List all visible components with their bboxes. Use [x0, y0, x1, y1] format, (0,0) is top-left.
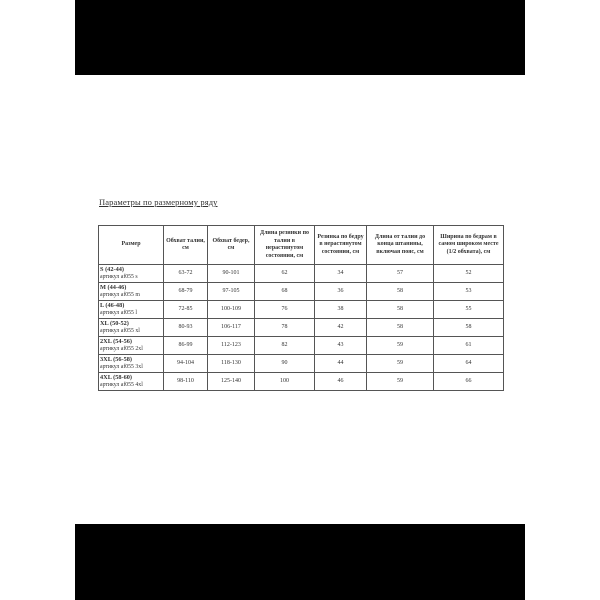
cell-waist-elastic: 76	[255, 301, 315, 319]
cell-hip-width: 61	[434, 337, 504, 355]
table-row	[99, 337, 504, 355]
cell-hip-elastic: 44	[315, 355, 367, 373]
bottom-letterbox-bar	[75, 524, 525, 600]
cell-hip-width: 66	[434, 373, 504, 391]
size-article: артикул af055 l	[100, 309, 138, 316]
size-article: артикул af055 m	[100, 291, 140, 298]
cell-hip-width: 64	[434, 355, 504, 373]
cell-hip-elastic: 36	[315, 283, 367, 301]
cell-length: 58	[367, 283, 434, 301]
size-name: 2XL (54-56)	[100, 337, 133, 345]
cell-hips: 97-105	[208, 283, 255, 301]
header-length: Длина от талии до конца штанины, включая пояс, см	[367, 226, 434, 265]
cell-waist-elastic: 62	[255, 265, 315, 283]
size-cell	[99, 337, 164, 355]
size-article: артикул af055 2xl	[100, 345, 143, 352]
cell-length: 59	[367, 355, 434, 373]
cell-hips: 112-123	[208, 337, 255, 355]
size-name: 4XL (58-60)	[100, 373, 133, 381]
cell-waist-elastic: 100	[255, 373, 315, 391]
cell-hips: 90-101	[208, 265, 255, 283]
table-row	[99, 355, 504, 373]
size-name: 3XL (56-58)	[100, 355, 133, 363]
table-row	[99, 319, 504, 337]
cell-hips: 118-130	[208, 355, 255, 373]
cell-hips: 100-109	[208, 301, 255, 319]
cell-waist-elastic: 82	[255, 337, 315, 355]
cell-waist: 80-93	[164, 319, 208, 337]
cell-hips: 106-117	[208, 319, 255, 337]
size-chart-table	[98, 225, 504, 391]
size-article: артикул af055 s	[100, 273, 138, 280]
cell-waist-elastic: 90	[255, 355, 315, 373]
size-cell	[99, 283, 164, 301]
size-cell	[99, 301, 164, 319]
size-cell	[99, 265, 164, 283]
cell-waist: 68-79	[164, 283, 208, 301]
cell-hip-width: 53	[434, 283, 504, 301]
cell-hip-width: 52	[434, 265, 504, 283]
cell-hip-width: 55	[434, 301, 504, 319]
top-letterbox-bar	[75, 0, 525, 75]
cell-waist: 98-110	[164, 373, 208, 391]
size-name: L (46-48)	[100, 301, 125, 309]
size-name: M (44-46)	[100, 283, 127, 291]
cell-hip-elastic: 43	[315, 337, 367, 355]
cell-hip-elastic: 34	[315, 265, 367, 283]
size-name: S (42-44)	[100, 265, 124, 273]
header-hips: Обхват бедер, см	[208, 226, 255, 265]
cell-hip-elastic: 38	[315, 301, 367, 319]
cell-hip-elastic: 46	[315, 373, 367, 391]
header-hip-width: Ширина по бедрам в самом широком месте (1/2 обхвата), см	[434, 226, 504, 265]
table-row	[99, 373, 504, 391]
cell-length: 58	[367, 301, 434, 319]
size-article: артикул af055 4xl	[100, 381, 143, 388]
size-cell	[99, 319, 164, 337]
size-cell	[99, 355, 164, 373]
table-row	[99, 265, 504, 283]
cell-hip-width: 58	[434, 319, 504, 337]
cell-waist: 72-85	[164, 301, 208, 319]
cell-length: 57	[367, 265, 434, 283]
cell-waist: 86-99	[164, 337, 208, 355]
size-name: XL (50-52)	[100, 319, 129, 327]
header-size: Размер	[99, 226, 164, 265]
size-article: артикул af055 xl	[100, 327, 140, 334]
cell-hip-elastic: 42	[315, 319, 367, 337]
page-title: Параметры по размерному ряду	[99, 197, 218, 207]
cell-length: 59	[367, 373, 434, 391]
cell-waist-elastic: 68	[255, 283, 315, 301]
table-row	[99, 283, 504, 301]
size-cell	[99, 373, 164, 391]
header-waist-elastic: Длина резинки по талии в нерастянутом состоянии, см	[255, 226, 315, 265]
cell-hips: 125-140	[208, 373, 255, 391]
cell-waist: 94-104	[164, 355, 208, 373]
header-hip-elastic: Резинка по бедру в нерастянутом состоянии, см	[315, 226, 367, 265]
header-waist: Обхват талии, см	[164, 226, 208, 265]
cell-length: 59	[367, 337, 434, 355]
cell-length: 58	[367, 319, 434, 337]
table-row	[99, 301, 504, 319]
size-article: артикул af055 3xl	[100, 363, 143, 370]
cell-waist: 63-72	[164, 265, 208, 283]
table-header-row	[99, 226, 504, 265]
cell-waist-elastic: 78	[255, 319, 315, 337]
